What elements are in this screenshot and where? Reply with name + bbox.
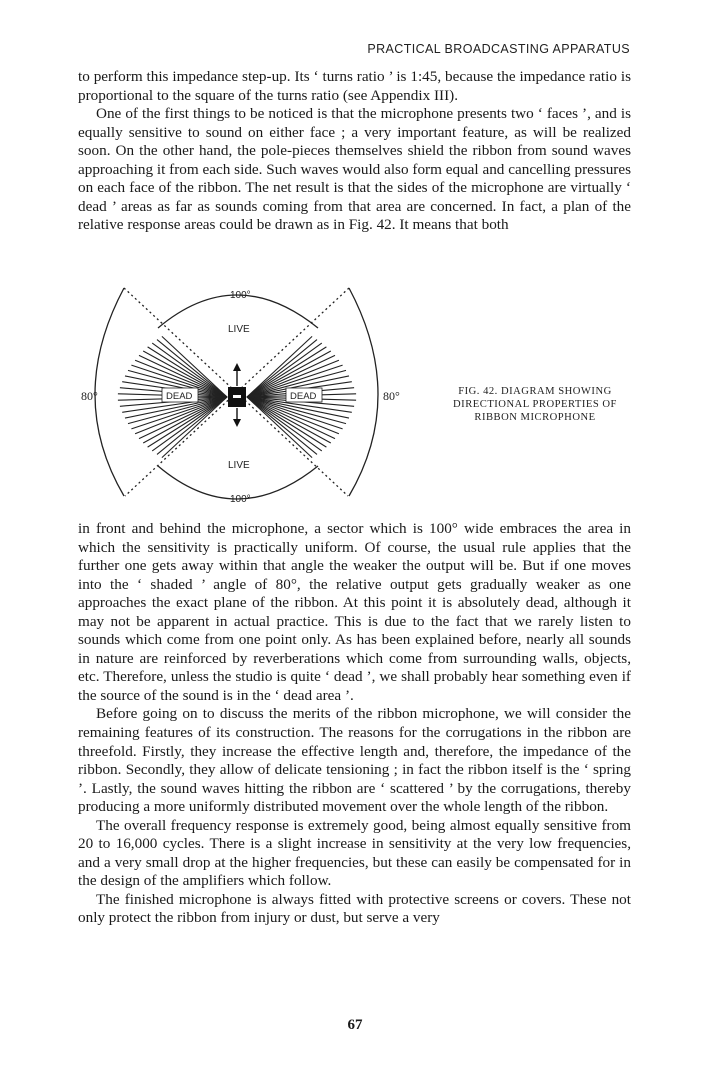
label-angle-top: 100°: [230, 290, 251, 301]
label-live-bottom: LIVE: [228, 460, 250, 471]
paragraph: One of the first things to be noticed is that the microphone presents two ‘ faces ’, and is equally sensitive to sound on either face ; a very important feature, as will be realized soon. On the other hand, the pole-pieces themselves shield the ribbon from sound waves approaching it from each side. Such waves would also form equal and cancelling pressures on each face of the ribbon. The net result is that the sides of the microphone are virtually ‘ dead ’ areas as far as sounds coming from that area are concerned. In fact, a plan of the relative response areas could be drawn as in Fig. 42. It means that both: [78, 105, 631, 234]
figure-caption: FIG. 42. DIAGRAM SHOWING DIRECTIONAL PROPERTIES OF RIBBON MICROPHONE: [453, 386, 617, 423]
paragraph: The overall frequency response is extremely good, being almost equally sensitive from 20 to 16,000 cycles. There is a slight increase in sensitivity at the very low frequencies, and a very small drop at the higher frequencies, but these can easily be compensated for in the design of the amplifiers which follow.: [78, 816, 631, 890]
label-angle-bottom: 100°: [230, 494, 251, 505]
hatch-line: [247, 397, 326, 447]
text-block-top: [78, 68, 631, 235]
figure-42: [78, 286, 631, 508]
hatch-line: [148, 397, 227, 447]
label-dead-left: DEAD: [166, 391, 193, 402]
running-head: PRACTICAL BROADCASTING APPARATUS: [367, 42, 630, 56]
label-live-top: LIVE: [228, 324, 250, 335]
paragraph: Before going on to discuss the merits of the ribbon microphone, we will consider the remaining features of its construction. The reasons for the corrugations in the ribbon are threefold. Firstly, they increase the effective length and, therefore, the impedance of the ribbon. Secondly, they allow of delicate tensioning ; in fact the ribbon itself is the ‘ spring ’. Lastly, the sound waves hitting the ribbon are ‘ scattered ’ by the corrugations, thereby producing a more uniformly distributed movement over the whole length of the ribbon.: [78, 705, 631, 816]
label-angle-left: 80°: [81, 389, 98, 403]
paragraph: to perform this impedance step-up. Its ‘ turns ratio ’ is 1:45, because the impedance ratio is proportional to the square of the turns ratio (see Appendix III).: [78, 68, 631, 104]
paragraph: in front and behind the microphone, a sector which is 100° wide embraces the area in which the sensitivity is practically uniform. Of course, the usual rule applies that the further one gets away within that angle the weaker the output will be. But if one moves into the ‘ shaded ’ angle of 80°, the relative output gets gradually weaker as one approaches the exact plane of the ribbon. At this point it is absolutely dead, although it may not be apparent in actual practice. This is due to the fact that we rarely listen to sounds which come from one point only. As has been explained before, nearly all sounds in nature are reinforced by reverberations which come from surrounding walls, objects, etc. Therefore, unless the studio is quite ‘ dead ’, we shall probably hear something even if the source of the sound is in the ‘ dead area ’.: [78, 520, 631, 704]
label-dead-right: DEAD: [290, 391, 317, 402]
text-block-bottom: [78, 520, 631, 928]
arc-left: [95, 288, 124, 496]
label-angle-right: 80°: [383, 389, 400, 403]
paragraph: The finished microphone is always fitted with protective screens or covers. These not only protect the ribbon from injury or dust, but serve a very: [78, 890, 631, 927]
page-number: 67: [347, 1017, 363, 1033]
arc-right: [349, 288, 378, 496]
hatch-line: [135, 397, 227, 434]
